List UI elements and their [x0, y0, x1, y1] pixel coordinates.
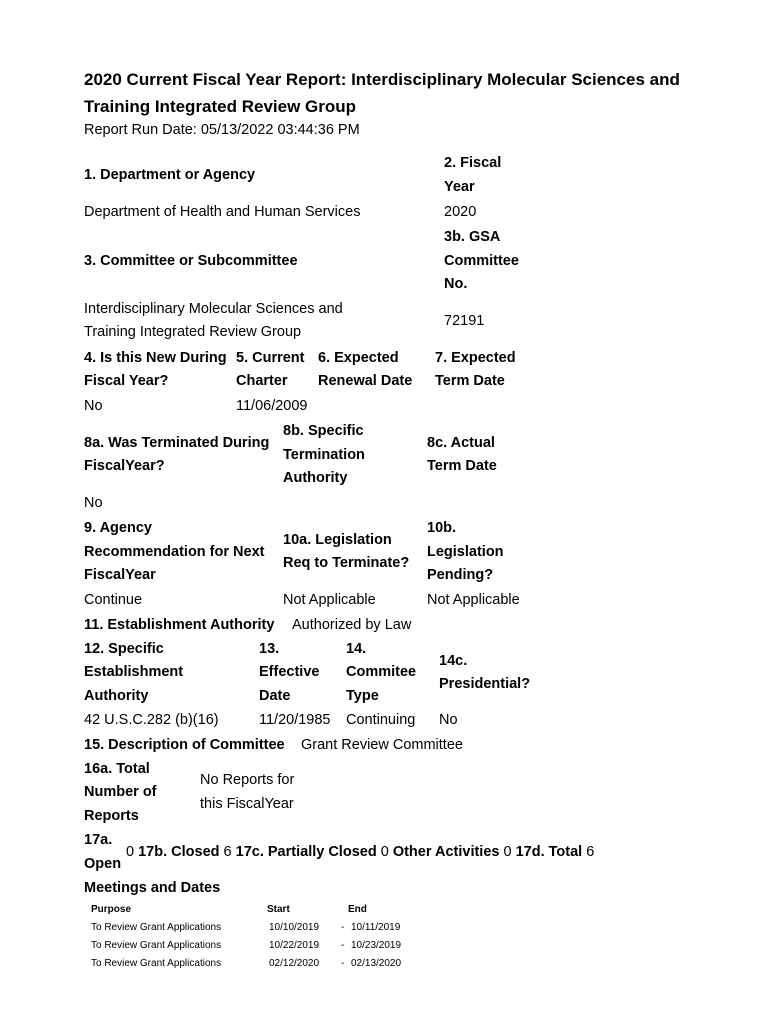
- meetings-col-start: Start: [267, 904, 290, 915]
- specific-authority-label-1: 12. Specific: [84, 641, 164, 657]
- gsa-committee-label-2: Committee: [444, 253, 519, 269]
- meetings-col-end: End: [348, 904, 367, 915]
- termination-authority-label-1: 8b. Specific: [283, 423, 364, 439]
- meeting-start: 10/10/2019: [269, 922, 320, 933]
- expected-term-label-1: 7. Expected: [435, 350, 516, 366]
- legislation-pending-label-1: 10b.: [427, 520, 457, 536]
- meetings-heading: Meetings and Dates: [84, 880, 221, 896]
- committee-description-label: 15. Description of Committee: [84, 737, 285, 753]
- specific-authority-label-2: Establishment: [84, 664, 184, 680]
- fiscal-year-value: 2020: [444, 204, 477, 220]
- legislation-pending-value: Not Applicable: [427, 592, 520, 608]
- terminated-during-fy-label-2: FiscalYear?: [84, 458, 165, 474]
- total-reports-label-2: Number of: [84, 784, 157, 800]
- partially-closed-value: 0: [380, 844, 389, 860]
- agency-recommendation-label-1: 9. Agency: [84, 520, 152, 536]
- current-charter-value: 11/06/2009: [236, 398, 308, 414]
- committee-value-1: Interdisciplinary Molecular Sciences and: [84, 301, 343, 317]
- report-title-line-1: 2020 Current Fiscal Year Report: Interdisciplinary Molecular Sciences and: [84, 70, 680, 89]
- meetings-col-purpose: Purpose: [91, 904, 132, 915]
- total-reports-value-1: No Reports for: [200, 772, 295, 788]
- meeting-start: 02/12/2020: [269, 958, 320, 969]
- meeting-purpose: To Review Grant Applications: [91, 922, 222, 933]
- establishment-authority-value: Authorized by Law: [292, 617, 412, 633]
- expected-renewal-label-1: 6. Expected: [318, 350, 399, 366]
- legislation-terminate-label-2: Req to Terminate?: [283, 555, 410, 571]
- gsa-committee-label-3: No.: [444, 276, 468, 292]
- gsa-committee-value: 72191: [444, 313, 485, 329]
- effective-date-label-3: Date: [259, 688, 291, 704]
- fiscal-year-label-2: Year: [444, 179, 475, 195]
- department-value: Department of Health and Human Services: [84, 204, 361, 220]
- committee-description-value: Grant Review Committee: [301, 737, 463, 753]
- legislation-terminate-value: Not Applicable: [283, 592, 376, 608]
- legislation-pending-label-3: Pending?: [427, 567, 494, 583]
- meeting-purpose: To Review Grant Applications: [91, 940, 222, 951]
- total-meetings-label: 17d. Total: [515, 844, 583, 860]
- expected-renewal-label-2: Renewal Date: [318, 373, 413, 389]
- new-during-fy-value: No: [84, 398, 103, 414]
- agency-recommendation-label-2: Recommendation for Next: [84, 544, 265, 560]
- specific-authority-label-3: Authority: [84, 688, 149, 704]
- new-during-fy-label-1: 4. Is this New During: [84, 350, 227, 366]
- effective-date-label-1: 13.: [259, 641, 280, 657]
- meeting-end: 10/11/2019: [351, 922, 401, 933]
- meeting-end: 10/23/2019: [351, 940, 402, 951]
- department-label: 1. Department or Agency: [84, 167, 256, 183]
- termination-authority-label-3: Authority: [283, 470, 348, 486]
- specific-authority-value: 42 U.S.C.282 (b)(16): [84, 712, 219, 728]
- fiscal-year-label-1: 2. Fiscal: [444, 155, 502, 171]
- agency-recommendation-label-3: FiscalYear: [84, 567, 156, 583]
- meeting-date-separator: -: [341, 922, 345, 933]
- open-meetings-label-2: Open: [84, 856, 122, 872]
- total-meetings-value: 6: [586, 844, 595, 860]
- total-reports-label-1: 16a. Total: [84, 761, 150, 777]
- legislation-pending-label-2: Legislation: [427, 544, 504, 560]
- gsa-committee-label-1: 3b. GSA: [444, 229, 501, 245]
- committee-type-value: Continuing: [346, 712, 416, 728]
- termination-authority-label-2: Termination: [283, 447, 365, 463]
- meeting-end: 02/13/2020: [351, 958, 402, 969]
- open-meetings-value: 0: [126, 844, 135, 860]
- legislation-terminate-label-1: 10a. Legislation: [283, 532, 392, 548]
- closed-meetings-label: 17b. Closed: [138, 844, 220, 860]
- committee-label: 3. Committee or Subcommittee: [84, 253, 298, 269]
- closed-meetings-value: 6: [223, 844, 232, 860]
- actual-term-label-1: 8c. Actual: [427, 435, 495, 451]
- establishment-authority-label: 11. Establishment Authority: [84, 617, 275, 633]
- other-activities-value: 0: [503, 844, 512, 860]
- presidential-label-2: Presidential?: [439, 676, 531, 692]
- meeting-date-separator: -: [341, 958, 345, 969]
- committee-value-2: Training Integrated Review Group: [84, 324, 302, 340]
- terminated-during-fy-value: No: [84, 495, 103, 511]
- effective-date-label-2: Effective: [259, 664, 320, 680]
- committee-type-label-2: Commitee: [346, 664, 417, 680]
- new-during-fy-label-2: Fiscal Year?: [84, 373, 169, 389]
- open-meetings-label-1: 17a.: [84, 832, 113, 848]
- current-charter-label-1: 5. Current: [236, 350, 305, 366]
- meeting-start: 10/22/2019: [269, 940, 320, 951]
- actual-term-label-2: Term Date: [427, 458, 497, 474]
- committee-type-label-1: 14.: [346, 641, 367, 657]
- effective-date-value: 11/20/1985: [259, 712, 331, 728]
- presidential-value: No: [439, 712, 458, 728]
- report-run-date: Report Run Date: 05/13/2022 03:44:36 PM: [84, 122, 360, 138]
- committee-type-label-3: Type: [346, 688, 379, 704]
- partially-closed-label: 17c. Partially Closed: [235, 844, 377, 860]
- current-charter-label-2: Charter: [236, 373, 288, 389]
- terminated-during-fy-label-1: 8a. Was Terminated During: [84, 435, 270, 451]
- total-reports-label-3: Reports: [84, 808, 139, 824]
- expected-term-label-2: Term Date: [435, 373, 505, 389]
- total-reports-value-2: this FiscalYear: [200, 796, 294, 812]
- meetings-counts-row: [126, 841, 594, 865]
- other-activities-label: Other Activities: [392, 844, 500, 860]
- agency-recommendation-value: Continue: [84, 592, 143, 608]
- presidential-label-1: 14c.: [439, 653, 468, 669]
- meeting-date-separator: -: [341, 940, 345, 951]
- report-title-line-2: Training Integrated Review Group: [84, 97, 357, 116]
- meeting-purpose: To Review Grant Applications: [91, 958, 222, 969]
